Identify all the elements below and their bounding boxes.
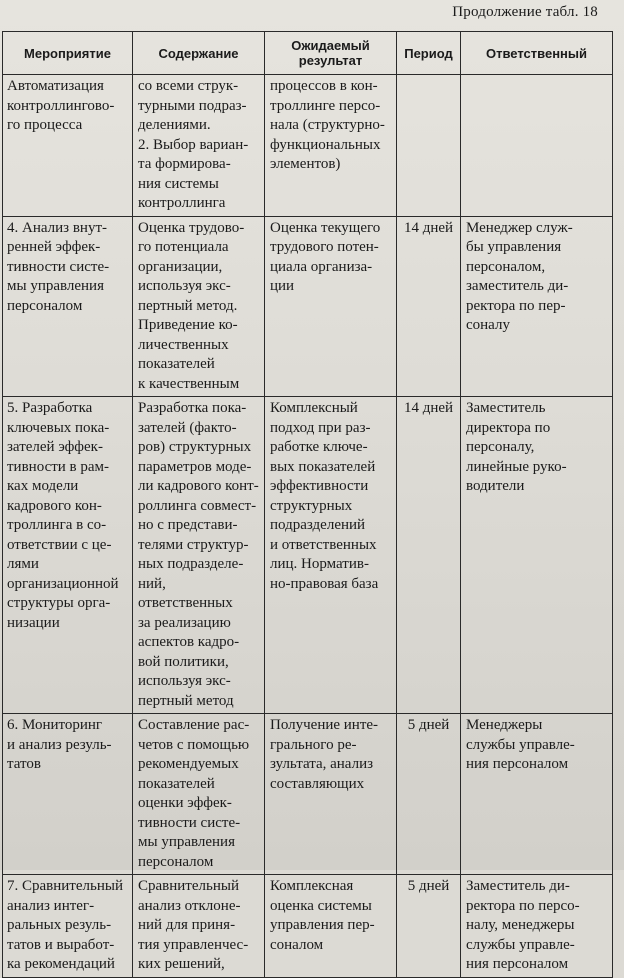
cell-result: Оценка текущего трудового потен- циала организа- ции <box>265 216 397 397</box>
table-row <box>3 216 613 397</box>
cell-period: 5 дней <box>397 714 461 875</box>
cell-period: 14 дней <box>397 216 461 397</box>
cell-content: Оценка трудово- го потенциала организации, используя экс- пертный метод. Приведение ко- личественных показателей к качественным <box>133 216 265 397</box>
cell-event: Автоматизация контроллингово- го процесса <box>3 75 133 217</box>
cell-event: 6. Мониторинг и анализ резуль- татов <box>3 714 133 875</box>
cell-responsible <box>461 75 613 217</box>
cell-event: 7. Сравнительный анализ интег- ральных резуль- татов и выработ- ка рекомендаций <box>3 875 133 978</box>
cell-responsible: Менеджеры службы управле- ния персоналом <box>461 714 613 875</box>
cell-result: Получение инте- грального ре- зультата, анализ составляющих <box>265 714 397 875</box>
header-content: Содержание <box>133 32 265 75</box>
table-caption: Продолжение табл. 18 <box>452 4 598 20</box>
cell-event: 4. Анализ внут- ренней эффек- тивности систе- мы управления персоналом <box>3 216 133 397</box>
cell-content: со всеми струк- турными подраз- делениями. 2. Выбор вариан- та формирова- ния системы контроллинга <box>133 75 265 217</box>
table-row <box>3 714 613 875</box>
header-result: Ожидаемый результат <box>265 32 397 75</box>
cell-content: Составление рас- четов с помощью рекомендуемых показателей оценки эффек- тивности систе- мы управления персоналом <box>133 714 265 875</box>
cell-result: Комплексный подход при раз- работке ключе- вых показателей эффективности структурных подразделений и ответственных лиц. Норматив- но-правовая база <box>265 397 397 714</box>
cell-content: Разработка пока- зателей (факто- ров) структурных параметров моде- ли кадрового конт- роллинга совмест- но с представи- телями структур- ных подразделе- ний, ответственных за реализацию аспектов кадро- вой политики, используя экс- пертный метод <box>133 397 265 714</box>
cell-result: Комплексная оценка системы управления пер- соналом <box>265 875 397 978</box>
measures-table <box>2 31 613 978</box>
table-row <box>3 875 613 978</box>
cell-responsible: Заместитель ди- ректора по персо- налу, менеджеры службы управле- ния персоналом <box>461 875 613 978</box>
cell-period <box>397 75 461 217</box>
cell-event: 5. Разработка ключевых пока- зателей эффек- тивности в рам- ках модели кадрового кон- троллинга в со- ответствии с це- лями организационной структуры орга- низации <box>3 397 133 714</box>
cell-result: процессов в кон- троллинге персо- нала (структурно- функциональных элементов) <box>265 75 397 217</box>
cell-content: Сравнительный анализ отклоне- ний для приня- тия управленчес- ких решений, <box>133 875 265 978</box>
cell-period: 14 дней <box>397 397 461 714</box>
cell-period: 5 дней <box>397 875 461 978</box>
header-period: Период <box>397 32 461 75</box>
table-header-row <box>3 32 613 75</box>
table-row <box>3 75 613 217</box>
header-responsible: Ответственный <box>461 32 613 75</box>
header-event: Мероприятие <box>3 32 133 75</box>
cell-responsible: Менеджер служ- бы управления персоналом, заместитель ди- ректора по пер- соналу <box>461 216 613 397</box>
cell-responsible: Заместитель директора по персоналу, линейные руко- водители <box>461 397 613 714</box>
table-row <box>3 397 613 714</box>
